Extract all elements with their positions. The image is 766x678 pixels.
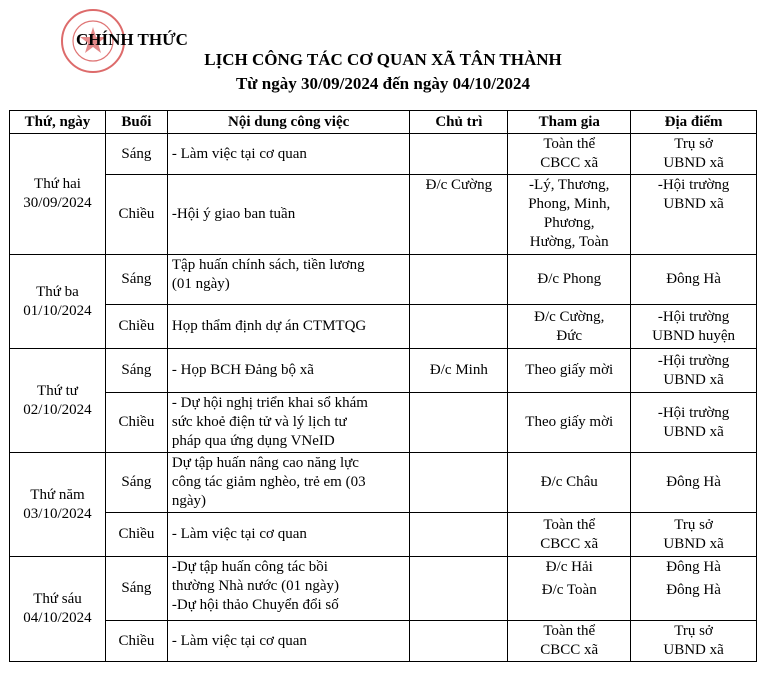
day-date: 01/10/2024 [23,302,92,319]
cell-line: Toàn thể [543,623,596,639]
session-cell: Chiều [105,621,167,662]
schedule-title: LỊCH CÔNG TÁC CƠ QUAN XÃ TÂN THÀNH [204,50,562,69]
participants-cell [508,349,631,393]
cell-line: sức khoẻ điện tử và lý lịch tư [171,414,347,430]
table-header-row [10,111,757,134]
cell-line: UBND huyện [652,327,736,344]
official-label: CHÍNH THỨC [76,30,188,49]
cell-line: pháp qua ứng dụng VNeID [171,433,335,449]
day-date: 04/10/2024 [23,610,92,626]
table-row [10,349,757,393]
table-row [10,175,757,255]
content-cell [167,557,410,621]
cell-line: Toàn thể [543,516,596,533]
table-row [10,621,757,662]
chair-cell: Đ/c Cường [410,175,508,255]
table-row [10,513,757,557]
content-cell [167,175,410,255]
cell-line: -Dự hội thảo Chuyển đổi số [171,597,339,613]
session-cell: Chiều [105,305,167,349]
content-cell [167,513,410,557]
cell-line: Theo giấy mời [525,414,614,430]
cell-line: UBND xã [663,535,724,552]
cell-line: Theo giấy mời [525,362,614,378]
session-cell: Sáng [105,349,167,393]
cell-line: CBCC xã [540,155,599,171]
cell-line: UBND xã [663,642,724,658]
day-cell [10,134,106,255]
content-cell [167,393,410,453]
participants-cell [508,255,631,305]
cell-line: Họp thẩm định dự án CTMTQG [171,318,367,334]
table-row [10,557,757,621]
column-header: Tham gia [508,111,631,134]
participants-cell [508,175,631,255]
day-name: Thứ tư [37,382,78,399]
day-name: Thứ ba [36,283,79,300]
day-date: 30/09/2024 [23,195,92,211]
cell-line: ngày) [171,493,207,509]
location-cell [631,453,757,513]
location-cell [631,255,757,305]
cell-line: UBND xã [663,423,724,440]
day-name: Thứ sáu [33,591,82,607]
location-cell [631,557,757,621]
cell-line: - Họp BCH Đảng bộ xã [171,362,314,378]
content-cell [167,453,410,513]
column-header: Chủ trì [410,111,508,134]
location-cell [631,513,757,557]
participants-cell [508,393,631,453]
cell-line: Đông Hà [666,559,721,575]
cell-line: Dự tập huấn nâng cao năng lực [171,455,359,471]
session-cell: Sáng [105,453,167,513]
chair-cell [410,557,508,621]
cell-line: Trụ sở [674,516,713,533]
cell-line: Phong, Minh, [528,196,611,212]
cell-line: Đông Hà [666,474,721,490]
session-cell: Chiều [105,513,167,557]
location-cell [631,349,757,393]
day-date: 02/10/2024 [23,401,92,418]
column-header: Buổi [105,111,167,134]
day-cell [10,557,106,662]
chair-cell [410,453,508,513]
content-cell [167,621,410,662]
cell-line: Phương, [543,215,595,231]
table-row [10,305,757,349]
table-row [10,393,757,453]
cell-line: -Hội trường [657,177,730,193]
table-row [10,453,757,513]
cell-line: Đông Hà [666,582,721,598]
participants-cell [508,134,631,175]
session-cell: Sáng [105,557,167,621]
cell-line: -Hội trường [657,308,730,325]
cell-line: Đ/c Phong [537,271,602,287]
cell-line: thường Nhà nước (01 ngày) [171,578,339,594]
day-name: Thứ hai [34,176,81,192]
location-cell [631,393,757,453]
session-cell: Chiều [105,175,167,255]
cell-line: Trụ sở [674,623,713,639]
day-name: Thứ năm [30,486,85,503]
chair-cell [410,621,508,662]
location-cell [631,305,757,349]
table-row [10,134,757,175]
cell-line: -Hội trường [657,404,730,421]
column-header: Địa điểm [631,111,757,134]
content-cell [167,255,410,305]
cell-line: - Làm việc tại cơ quan [171,526,307,542]
cell-line: Đ/c Toàn [541,582,597,598]
schedule-date-range: Từ ngày 30/09/2024 đến ngày 04/10/2024 [235,74,531,93]
cell-line: Hường, Toàn [529,234,609,250]
table-row [10,255,757,305]
chair-cell [410,393,508,453]
location-cell [631,621,757,662]
schedule-table [9,110,757,662]
cell-line: công tác giảm nghèo, trẻ em (03 [171,474,366,490]
day-cell [10,255,106,349]
cell-line: - Làm việc tại cơ quan [171,632,307,649]
chair-cell [410,134,508,175]
content-cell [167,134,410,175]
cell-line: -Hội ý giao ban tuần [171,206,296,222]
day-cell [10,453,106,557]
day-date: 03/10/2024 [23,505,92,522]
chair-cell [410,305,508,349]
schedule-body [10,134,757,662]
chair-cell [410,513,508,557]
day-cell [10,349,106,453]
cell-line: -Lý, Thương, [529,177,610,193]
content-cell [167,305,410,349]
session-cell: Sáng [105,134,167,175]
session-cell: Sáng [105,255,167,305]
cell-line: - Dự hội nghị triển khai sổ khám [171,395,368,411]
cell-line: Đ/c Hải [545,559,593,575]
location-cell [631,175,757,255]
cell-line: Tập huấn chính sách, tiền lương [171,257,365,273]
cell-line: Đ/c Cường, [534,308,605,325]
column-header: Thứ, ngày [10,111,106,134]
content-cell [167,349,410,393]
cell-line: -Hội trường [657,352,730,369]
cell-line: CBCC xã [540,642,599,658]
column-header: Nội dung công việc [167,111,410,134]
cell-line: UBND xã [663,155,724,171]
cell-line: UBND xã [663,196,724,212]
participants-cell [508,513,631,557]
cell-line: (01 ngày) [171,276,230,292]
cell-line: Toàn thể [543,136,596,152]
chair-cell [410,255,508,305]
participants-cell [508,453,631,513]
location-cell [631,134,757,175]
participants-cell [508,621,631,662]
cell-line: CBCC xã [540,535,599,552]
cell-line: Trụ sở [674,136,713,152]
cell-line: Đông Hà [666,271,721,287]
participants-cell [508,557,631,621]
cell-line: -Dự tập huấn công tác bồi [171,559,328,575]
session-cell: Chiều [105,393,167,453]
cell-line: Đức [556,327,583,344]
participants-cell [508,305,631,349]
cell-line: UBND xã [663,371,724,388]
cell-line: Đ/c Châu [540,474,598,490]
chair-cell: Đ/c Minh [410,349,508,393]
cell-line: - Làm việc tại cơ quan [171,145,307,162]
